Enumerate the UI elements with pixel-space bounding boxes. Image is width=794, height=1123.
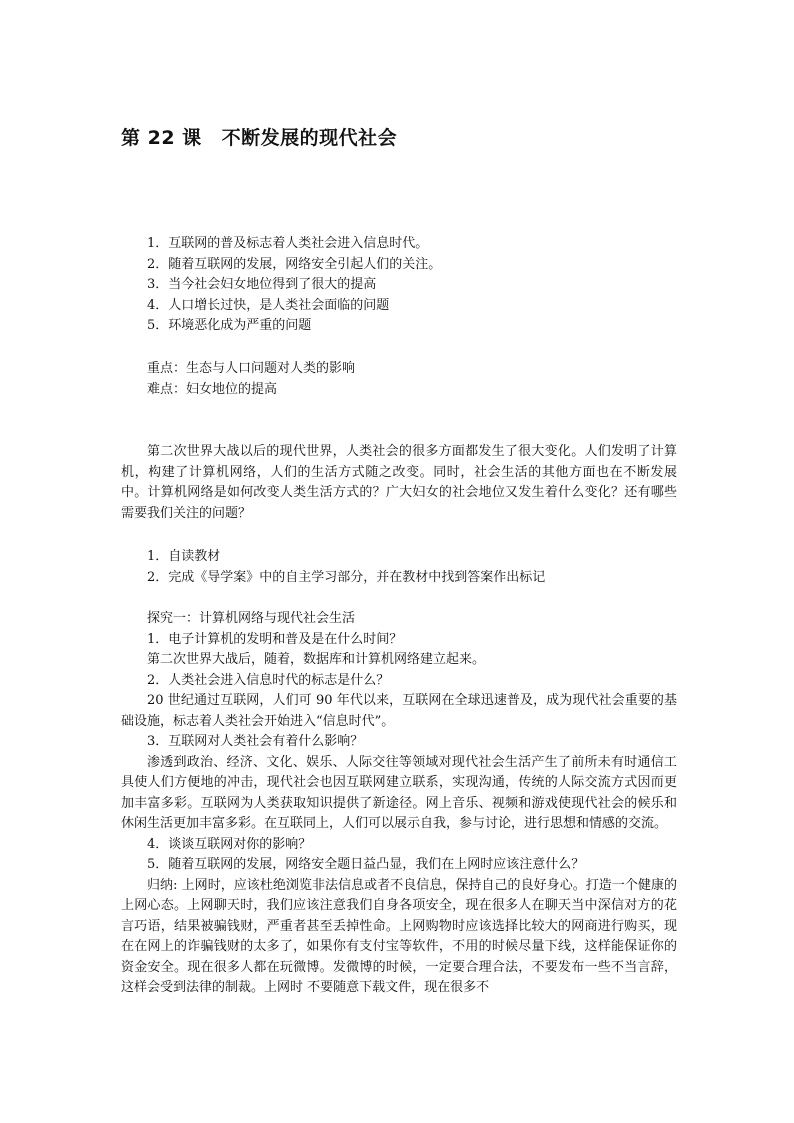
focus-section [121,359,677,400]
intro-paragraph: 第二次世界大战以后的现代世界，人类社会的很多方面都发生了很大变化。人们发明了计算机，构建了计算机网络，人们的生活方式随之改变。同时，社会生活的其他方面也在不断发展中。计算机网络是如何改变人类生活方式的？广大妇女的社会地位又发生着什么变化？还有哪些需要我们关注的问题？ [121,444,677,521]
lesson-title [121,123,397,150]
objectives-list [121,234,677,337]
answer-5: 归纳: 上网时，应该杜绝浏览非法信息或者不良信息，保持自己的良好身心。打造一个健康的上网心态。上网聊天时，我们应该注意我们自身各项安全，现在很多人在聊天当中深信对方的花言巧语，结果被骗钱财，严重者甚至丢掉性命。上网购物时应该选择比较大的网商进行购买，现在在网上的诈骗钱财的太多了，如果你有支付宝等软件，不用的时候尽量下线，这样能保证你的资金安全。现在很多人都在玩微博。发微博的时候，一定要合理合法，不要发布一些不当言辞，这样会受到法律的制裁。上网时 不要随意下载文件，现在很多不 [121,877,677,995]
task-item: 2．完成《导学案》中的自主学习部分，并在教材中找到答案作出标记 [147,569,546,585]
task-item: 1．自读教材 [147,549,221,564]
question-4: 4．谈谈互联网对你的影响？ [147,836,312,852]
objective-item: 1．互联网的普及标志着人类社会进入信息时代。 [147,236,429,251]
objective-item: 5．环境恶化成为严重的问题 [147,318,312,333]
answer-3: 渗透到政治、经济、文化、娱乐、人际交往等领域对现代社会生活产生了前所未有时通信工具使人们方便地的冲击，现代社会也因互联网建立联系，实现沟通，传统的人际交流方式因而更加丰富多彩。互联网为人类获取知识提供了新途径。网上音乐、视频和游戏使现代社会的候乐和休闲生活更加丰富多彩。在互联同上，人们可以展示自我，参与讨论，进行思想和情感的交流。 [121,754,677,831]
key-point: 重点：生态与人口问题对人类的影响 [147,361,356,376]
objective-item: 2．随着互联网的发展，网络安全引起人们的关注。 [147,256,442,272]
lesson-number: 第 22 课 [121,127,202,149]
question-1: 1．电子计算机的发明和普及是在什么时间？ [147,631,403,647]
lesson-name: 不断发展的现代社会 [221,127,398,149]
inquiry-heading: 探究一：计算机网络与现代社会生活 [147,611,356,626]
objective-item: 3．当今社会妇女地位得到了很大的提高 [147,277,377,292]
tasks-list [121,547,677,588]
question-5: 5．随着互联网的发展，网络安全题日益凸显，我们在上网时应该注意什么？ [147,857,585,872]
question-2: 2．人类社会进入信息时代的标志是什么？ [147,672,390,688]
answer-2: 20 世纪通过互联网，人们可 90 年代以来，互联网在全球迅速普及，成为现代社会重要的基础设施，标志着人类社会开始进入“信息时代”。 [121,693,677,729]
objective-item: 4．人口增长过快，是人类社会面临的问题 [147,297,390,313]
difficult-point: 难点：妇女地位的提高 [147,381,278,397]
question-3: 3．互联网对人类社会有着什么影响？ [147,734,364,749]
intro-section [121,442,677,524]
answer-1: 第二次世界大战后，随着，数据库和计算机网络建立起来。 [147,652,486,667]
inquiry-section [121,609,677,999]
